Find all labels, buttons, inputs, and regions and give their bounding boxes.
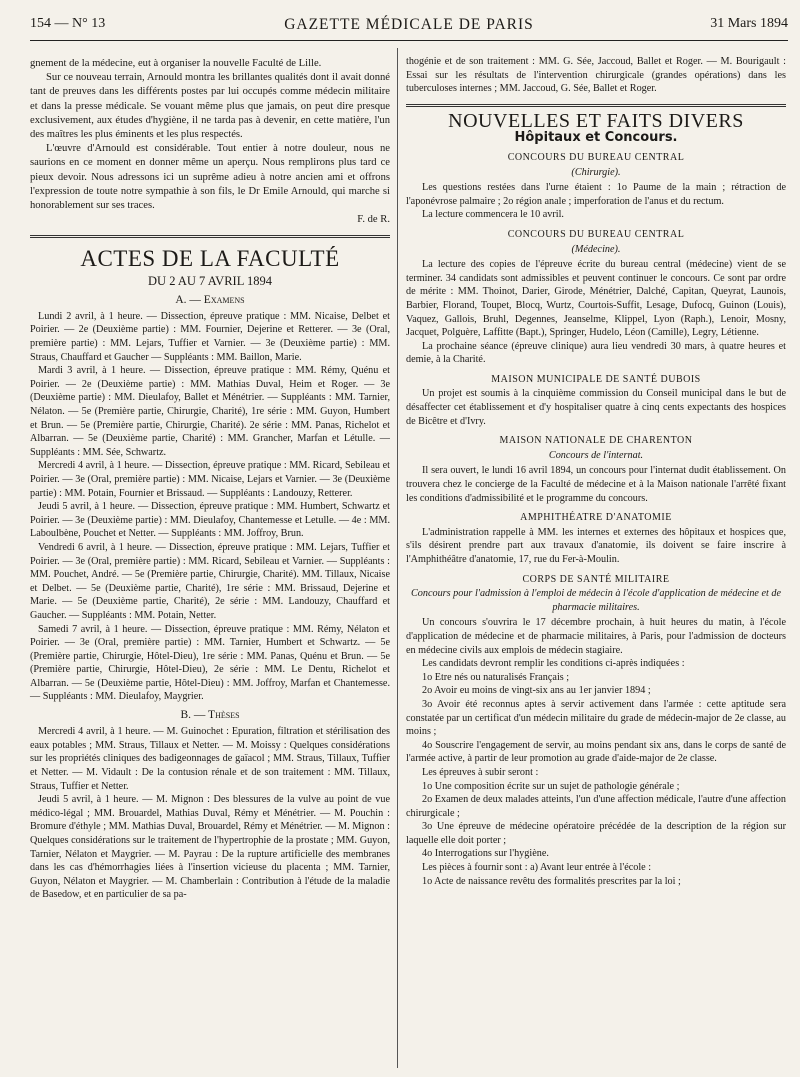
section-separator [30, 235, 390, 238]
heading-bureau-central-medecine: CONCOURS DU BUREAU CENTRAL [507, 228, 685, 240]
news-paragraph-medecine-b: La prochaine séance (épreuve clinique) aura lieu vendredi 30 mars, à quatre heures et demie, à la Charité. [406, 340, 786, 366]
section-title-nouvelles: NOUVELLES ET FAITS DIVERS [448, 109, 744, 132]
heading-charenton-italic: Concours de l'internat. [548, 449, 644, 461]
thesis-entry-mercredi: Mercredi 4 avril, à 1 heure. — M. Guinochet : Epuration, filtration et stérilisation des eaux potables ; MM. Straus, Tillaux et Netter. — M. Moissy : Quelques considérations sur les propriétés cliniques des badigeonnages de gaïacol ; MM. Straus, Tillaux, Tuffier et Netter. — M. Vidault : De la contusion rénale et de son traitement : MM. Tillaux, Straus, Tuffier et Netter. [30, 726, 390, 792]
news-paragraph-conditions: Les candidats devront remplir les conditions ci-après indiquées : [422, 658, 685, 670]
condition-item-3: 3o Avoir été reconnus aptes à servir activement dans l'armée : cette aptitude sera constatée par un certificat d'un médecin militaire du grade de médecin-major de 2e classe, au moins ; [406, 698, 786, 738]
exam-entry-jeudi: Jeudi 5 avril, à 1 heure. — Dissection, épreuve pratique : MM. Humbert, Schwartz et Poirier. — 3e (Deuxième partie) : MM. Dieulafoy, Chantemesse et Letulle. — 4e : MM. Laboulbène, Pouchet et Netter. — Suppléants : MM. Joffroy, Brun. [30, 501, 390, 540]
news-paragraph-concours: Un concours s'ouvrira le 17 décembre prochain, à huit heures du matin, à l'école d'application de médecine et de pharmacie militaires, à Paris, pour l'admission de docteurs en médecine civils aux emplois de médecin stagiaire. [406, 617, 786, 656]
heading-amphitheatre: AMPHITHÉATRE D'ANATOMIE [520, 512, 672, 524]
condition-item-2: 2o Avoir eu moins de vingt-six ans au 1er janvier 1894 ; [422, 685, 651, 697]
heading-bureau-central-chirurgie: CONCOURS DU BUREAU CENTRAL [507, 151, 685, 163]
thesis-entry-jeudi: Jeudi 5 avril, à 1 heure. — M. Mignon : Des blessures de la vulve au point de vue médico-légal ; MM. Brouardel, Mathias Duval, Rémy et Ménétrier. — M. Pouchin : Bromure d'éthyle ; MM. Mathias Duval, Brouardel, Rémy et Ménétrier. — M. Mignon : Quelques considérations sur le traitement de l'hypertrophie de la prostate ; MM. Guyon, Tarnier, Nélaton et Maygrier. — M. Payrau : De la rupture artificielle des membranes dans les cas d'hémorrhagies liées à l'insertion vicieuse du placenta ; MM. Tarnier, Guyon, Nélaton et Maygrier. — M. Chamberlain : Contribution à l'étude de la maladie de Basedow, et en particulier de sa pa- [30, 794, 390, 901]
condition-item-4: 4o Souscrire l'engagement de servir, au moins pendant six ans, dans le corps de santé de l'armée active, à partir de leur promotion au grade d'aide-major de 2e classe. [406, 739, 786, 765]
header-rule [30, 40, 788, 41]
condition-item-1: 1o Etre nés ou naturalisés Français ; [422, 671, 570, 683]
exam-entry-vendredi: Vendredi 6 avril, à 1 heure. — Dissection, épreuve pratique : MM. Lejars, Tuffier et Poirier. — 3e (Oral, première partie) : MM. Ricard, Sebileau et Varnier. — Suppléants : MM. Pouchet, André. — 5e (Première partie, Chirurgie, Charité). MM. Tillaux, Nicaise et Delbet. — 5e (Deuxième partie, Charité), 1re série : MM. Brissaud, Dejerine et Marie. — 5e (Deuxième partie, Charité), 2e série : MM. Landouzy, Chauffard et Gaucher. — Suppléants : MM. Potain, Netter. [30, 541, 390, 621]
news-paragraph-chirurgie: Les questions restées dans l'urne étaient : 1o Paume de la main ; rétraction de l'aponévrose palmaire ; 2o région anale ; imperforation de l'anus et du rectum. [406, 182, 786, 207]
subsection-theses: B. — Thèses [180, 709, 240, 722]
news-paragraph-epreuves: Les épreuves à subir seront : [422, 766, 539, 778]
heading-charenton: MAISON NATIONALE DE CHARENTON [499, 435, 693, 447]
journal-title: GAZETTE MÉDICALE DE PARIS [284, 16, 534, 33]
news-paragraph-pieces: Les pièces à fournir sont : a) Avant leur entrée à l'école : [422, 862, 652, 874]
epreuve-item-4: 4o Interrogations sur l'hygiène. [422, 848, 549, 860]
obituary-paragraph-3: L'œuvre d'Arnould est considérable. Tout entier à notre douleur, nous ne saurions en ce moment en donner même un aperçu. Nous remplirons plus tard ce pieux devoir. Nous adressons ici un suprême adieu à notre ancien ami et offrons l'expression de toute notre sympathie à son fils, le Dr Emile Arnould, qui marche si honorablement sur ses traces. [30, 143, 390, 212]
issue-date: 31 Mars 1894 [710, 16, 788, 31]
piece-item-1: 1o Acte de naissance revêtu des formalités prescrites par la loi ; [422, 875, 681, 887]
page-header [30, 16, 788, 38]
heading-dubois: MAISON MUNICIPALE DE SANTÉ DUBOIS [491, 373, 701, 385]
exam-entry-lundi: Lundi 2 avril, à 1 heure. — Dissection, épreuve pratique : MM. Nicaise, Delbet et Poirier. — 2e (Deuxième partie) : MM. Fournier, Dejerine et Retterer. — 3e (Oral, première partie) : MM. Lejars, Tuffier et Varnier. — 3e (Deuxième partie) : MM. Straus, Chauffard et Gaucher — Suppléants : MM. Baillon, Marie. [30, 310, 390, 363]
exam-entry-samedi: Samedi 7 avril, à 1 heure. — Dissection, épreuve pratique : MM. Rémy, Nélaton et Poirier. — 3e (Oral, première partie) : MM. Tarnier, Humbert et Schwartz. — 5e (Première partie, Chirurgie, Hôtel-Dieu), 1re série : MM. Panas, Quénu et Brun. — 5e (Première partie, Chirurgie, Hôtel-Dieu), 2e série : MM. Le Dentu, Richelot et Albarran. — 5e (Deuxième partie, Hôtel-Dieu) : MM. Joffroy, Marfan et Chantemesse. — Suppléants : MM. Dieulafoy, Maygrier. [30, 623, 390, 703]
heading-corps-sante-italic: Concours pour l'admission à l'emploi de médecin à l'école d'application de médecine et de pharmacie militaires. [410, 588, 781, 613]
column-divider [397, 48, 398, 1068]
section-dates: DU 2 AU 7 AVRIL 1894 [148, 274, 272, 289]
obituary-signature: F. de R. [357, 214, 390, 226]
heading-chirurgie-italic: (Chirurgie). [571, 166, 621, 178]
epreuve-item-2: 2o Examen de deux malades atteints, l'un d'une affection médicale, l'autre d'une affection chirurgicale ; [406, 794, 786, 819]
news-paragraph-amphitheatre: L'administration rappelle à MM. les internes et externes des hôpitaux et hospices que, s'ils désirent prendre part aux travaux d'anatomie, ils doivent se faire inscrire à l'Amphithéâtre d'anatomie, 17, rue du Fer-à-Moulin. [406, 526, 786, 565]
subsection-examens: A. — Examens [175, 293, 245, 306]
exam-entry-mardi: Mardi 3 avril, à 1 heure. — Dissection, épreuve pratique : MM. Rémy, Quénu et Poirier. — 2e (Deuxième partie) : MM. Mathias Duval, Heim et Roger. — 3e (Deuxième partie) : MM. Dieulafoy, Ballet et Ménétrier. — Suppléants : MM. Tarnier, Nélaton. — 5e (Première partie, Chirurgie, Charité), 1re série : MM. Guyon, Humbert et Brun. — 5e (Première partie, Chirurgie, Charité). 2e série : MM. Panas, Richelot et Albarran. — 5e (Deuxième partie, Charité) : MM. Grancher, Marfan et Létulle. — Suppléants : MM. Sée, Schwartz. [30, 365, 390, 458]
page-number: 154 — N° 13 [30, 16, 106, 31]
news-paragraph-chirurgie-b: La lecture commencera le 10 avril. [422, 209, 564, 221]
news-paragraph-charenton: Il sera ouvert, le lundi 16 avril 1894, un concours pour l'internat dudit établissement. On trouvera chez le concierge de la Faculté de médecine et à la Maison nationale l'arrêté fixant les conditions d'admissibilité et le programme du concours. [406, 465, 786, 504]
thesis-continuation: thogénie et de son traitement : MM. G. Sée, Jaccoud, Ballet et Roger. — M. Bourigault : Essai sur les résultats de l'intervention chirurgicale (grandes opérations) dans les tuberculoses internes ; MM. Jaccoud, G. Sée, Ballet et Roger. [406, 56, 786, 95]
exam-entry-mercredi: Mercredi 4 avril, à 1 heure. — Dissection, épreuve pratique : MM. Ricard, Sebileau et Poirier. — 3e (Oral, première partie) : MM. Nicaise, Lejars et Varnier. — 3e (Deuxième partie) : MM. Potain, Fournier et Brissaud. — Suppléants : Landouzy, Retterer. [30, 460, 390, 499]
section-subtitle-hopitaux: Hôpitaux et Concours. [514, 130, 678, 146]
heading-corps-sante: CORPS DE SANTÉ MILITAIRE [522, 573, 670, 585]
epreuve-item-1: 1o Une composition écrite sur un sujet de pathologie générale ; [422, 780, 680, 792]
left-column [30, 57, 390, 902]
news-paragraph-dubois: Un projet est soumis à la cinquième commission du Conseil municipal dans le but de désaffecter cet établissement et d'y hospitaliser quatre à cinq cents expectants des hospices de Bicêtre et d'Ivry. [406, 388, 786, 427]
section-separator-right [406, 104, 786, 107]
right-column [406, 55, 786, 888]
section-title-faculte: ACTES DE LA FACULTÉ [80, 246, 340, 272]
obituary-paragraph-2: Sur ce nouveau terrain, Arnould montra les brillantes qualités dont il avait donné tant de preuves dans les différents postes par lui occupés comme médecin militaire et dans la presse médicale. Se vouant même plus que jamais, on peut dire presque exclusivement, aux études d'hygiène, il ne tarda pas à devenir, en cette matière, l'un des maîtres les plus éminents et les plus respectés. [30, 72, 390, 141]
heading-medecine-italic: (Médecine). [571, 243, 621, 255]
epreuve-item-3: 3o Une épreuve de médecine opératoire précédée de la description de la région sur laquelle elle doit porter ; [406, 821, 786, 846]
obituary-paragraph-1: gnement de la médecine, eut à organiser la nouvelle Faculté de Lille. [30, 58, 322, 69]
news-paragraph-medecine: La lecture des copies de l'épreuve écrite du bureau central (médecine) vient de se terminer. 34 candidats sont admissibles et peuvent continuer le concours. Ce sont par ordre de mérite : MM. Thoinot, Darier, Girode, Ménétrier, Dalché, Capitan, Queyrat, Launois, Barbier, Florand, Toupet, Blocq, Wurtz, Courtois-Suffit, Lesage, Dufocq, Guinon (Louis), Vaquez, Gallois, Bruhl, Degennes, Jeanselme, Klippel, Lyon (Raph.), Lenoir, Mosny, Jacquet, Polguère, Laffitte (Bapt.), Springer, Hudelo, Léon (Camille), Legry, Létienne. [406, 259, 786, 339]
